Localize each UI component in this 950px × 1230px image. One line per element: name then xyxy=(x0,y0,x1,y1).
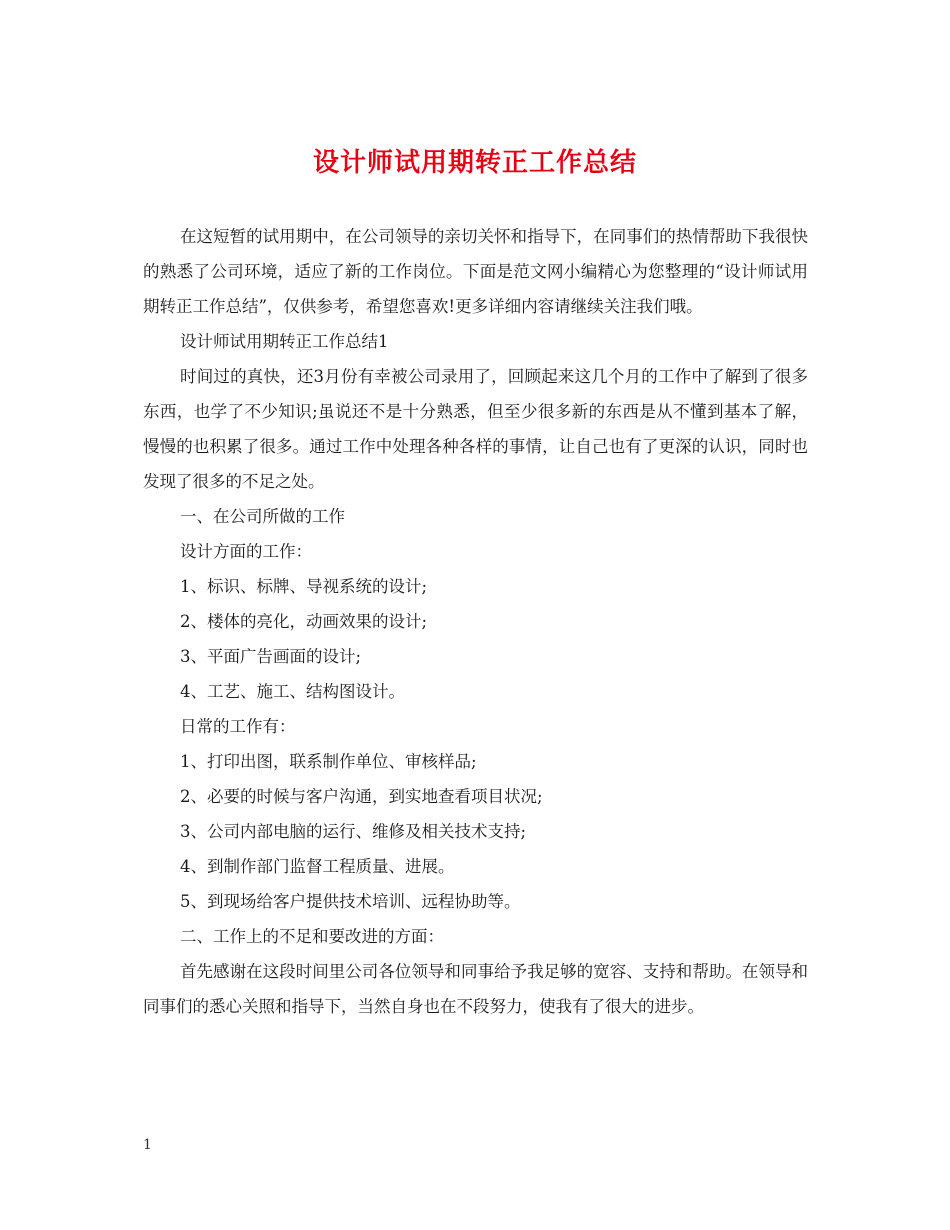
heading-improvements: 二、工作上的不足和要改进的方面： xyxy=(180,927,444,946)
list-item: 5、到现场给客户提供技术培训、远程协助等。 xyxy=(180,892,521,911)
heading-work-done: 一、在公司所做的工作 xyxy=(180,507,345,526)
list-item: 4、工艺、施工、结构图设计。 xyxy=(180,682,405,701)
paragraph-summary: 时间过的真快，还3月份有幸被公司录用了，回顾起来这几个月的工作中了解到了很多东西，也学了不少知识;虽说还不是十分熟悉，但至少很多新的东西是从不懂到基本了解，慢慢的也积累了很多。通过工作中处理各种各样的事情，让自己也有了更深的认识，同时也发现了很多的不足之处。 xyxy=(143,367,808,491)
list-item: 1、标识、标牌、导视系统的设计; xyxy=(180,577,428,596)
list-item: 4、到制作部门监督工程质量、进展。 xyxy=(180,857,455,876)
list-item: 2、必要的时候与客户沟通，到实地查看项目状况; xyxy=(180,787,543,806)
list-item: 2、楼体的亮化，动画效果的设计; xyxy=(180,612,428,631)
paragraph-thanks: 首先感谢在这段时间里公司各位领导和同事给予我足够的宽容、支持和帮助。在领导和同事们的悉心关照和指导下，当然自身也在不段努力，使我有了很大的进步。 xyxy=(143,962,808,1016)
list-item: 3、平面广告画面的设计; xyxy=(180,647,362,666)
page-number: 1 xyxy=(143,1137,152,1153)
section-heading-1: 设计师试用期转正工作总结1 xyxy=(180,332,389,351)
heading-daily-work: 日常的工作有： xyxy=(180,717,296,736)
heading-design-work: 设计方面的工作： xyxy=(180,542,312,561)
list-item: 1、打印出图，联系制作单位、审核样品; xyxy=(180,752,477,771)
document-title: 设计师试用期转正工作总结 xyxy=(312,148,637,178)
document-body xyxy=(143,219,808,1024)
list-item: 3、公司内部电脑的运行、维修及相关技术支持; xyxy=(180,822,527,841)
paragraph-intro: 在这短暂的试用期中，在公司领导的亲切关怀和指导下，在同事们的热情帮助下我很快的熟悉了公司环境，适应了新的工作岗位。下面是范文网小编精心为您整理的“设计师试用期转正工作总结”，仅供参考，希望您喜欢!更多详细内容请继续关注我们哦。 xyxy=(143,227,808,316)
